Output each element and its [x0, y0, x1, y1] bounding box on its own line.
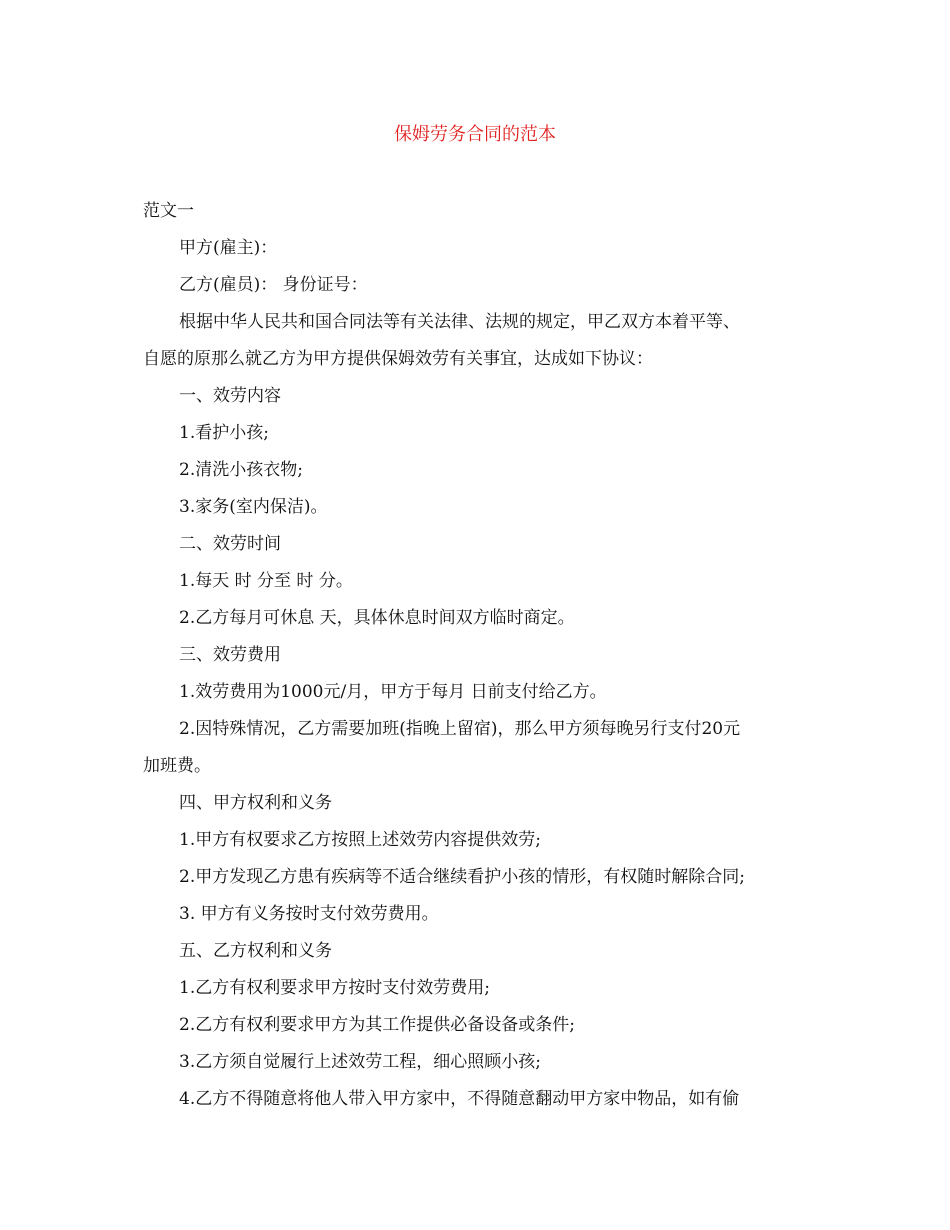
document-line: 3.乙方须自觉履行上述效劳工程，细心照顾小孩; [179, 1052, 541, 1072]
document-line: 一、效劳内容 [179, 386, 281, 406]
document-line: 2.甲方发现乙方患有疾病等不适合继续看护小孩的情形，有权随时解除合同; [179, 867, 745, 887]
document-line: 1.每天 时 分至 时 分。 [179, 571, 353, 591]
document-line: 2.因特殊情况，乙方需要加班(指晚上留宿)，那么甲方须每晚另行支付20元 [179, 719, 741, 739]
document-line: 加班费。 [143, 756, 211, 776]
document-line: 2.乙方有权利要求甲方为其工作提供必备设备或条件; [179, 1015, 575, 1035]
document-title: 保姆劳务合同的范本 [394, 124, 556, 145]
document-line: 甲方(雇主)： [179, 238, 278, 258]
document-line: 2.清洗小孩衣物; [179, 460, 303, 480]
document-line: 1.甲方有权要求乙方按照上述效劳内容提供效劳; [179, 830, 541, 850]
document-line: 乙方(雇员)： 身份证号： [179, 275, 368, 295]
document-line: 四、甲方权利和义务 [179, 793, 332, 813]
document-line: 2.乙方每月可休息 天，具体休息时间双方临时商定。 [179, 608, 575, 628]
document-line: 1.乙方有权利要求甲方按时支付效劳费用; [179, 978, 490, 998]
document-line: 根据中华人民共和国合同法等有关法律、法规的规定，甲乙双方本着平等、 [179, 312, 740, 332]
document-line: 三、效劳费用 [179, 645, 281, 665]
document-line: 二、效劳时间 [179, 534, 281, 554]
document-line: 五、乙方权利和义务 [179, 941, 332, 961]
document-body [143, 193, 805, 1118]
document-line: 3. 甲方有义务按时支付效劳费用。 [179, 904, 439, 924]
document-line: 4.乙方不得随意将他人带入甲方家中，不得随意翻动甲方家中物品，如有偷 [179, 1089, 740, 1109]
document-line: 1.看护小孩; [179, 423, 269, 443]
document-line: 自愿的原那么就乙方为甲方提供保姆效劳有关事宜，达成如下协议： [143, 349, 653, 369]
document-line: 1.效劳费用为1000元/月，甲方于每月 日前支付给乙方。 [179, 682, 607, 702]
document-line: 范文一 [143, 201, 194, 221]
document-line: 3.家务(室内保洁)。 [179, 497, 328, 517]
